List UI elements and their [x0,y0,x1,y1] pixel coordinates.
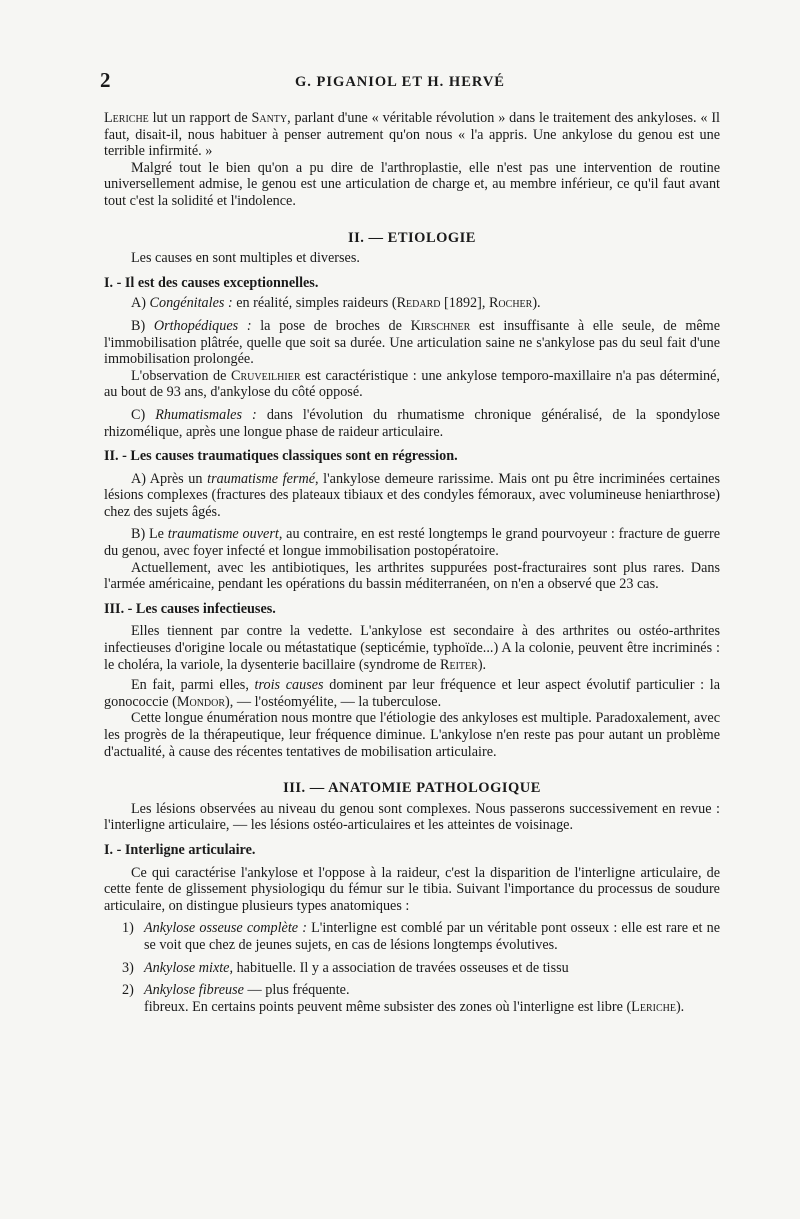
page-number: 2 [100,68,111,92]
author-name: Leriche [104,110,149,126]
anatomie-lead: Les lésions observées au niveau du genou sont complexes. Nous passerons successivement en revue : l'interligne articulaire, — les lésions ostéo-articulaires et les atteintes de voisinage. [104,800,720,834]
italic-term: Orthopédiques : [153,317,252,334]
author-name: Reiter [440,656,478,673]
text-run: L'observation de [131,367,232,384]
list-number: 2) [122,982,134,999]
text-run: fibreux. En certains points peuvent même subsister des zones où l'interligne est libre ( [144,998,632,1015]
list-number: 1) [122,920,134,937]
page-header [0,68,800,98]
etiologie-lead: Les causes en sont multiples et diverses. [131,250,360,267]
author-name: Rocher [488,295,533,312]
author-name: Kirschner [410,317,471,334]
italic-term: Ankylose osseuse complète : [144,920,307,937]
running-title: G. PIGANIOL ET H. HERVÉ [295,74,505,90]
paragraph-fibreux [104,999,720,1016]
text-run: A) Après un [131,470,208,487]
italic-term: traumatisme fermé [207,470,315,487]
subsection-title-exceptionnelles: I. - Il est des causes exceptionnelles. [104,274,319,291]
paragraph-trois-causes [104,677,720,710]
author-name: Leriche [631,998,676,1015]
text-run: ). [532,295,541,312]
text-run: B) Le [131,526,168,543]
list-item [122,982,720,999]
list-label: A) [131,295,150,312]
italic-term: Rhumatismales : [155,406,257,423]
list-item-text [144,982,720,999]
paragraph-orthopediques [104,318,720,368]
text-run: habituelle. Il y a association de travées osseuses et de tissu [233,959,569,976]
list-label: C) [131,406,156,423]
text-run: la pose de broches de [251,317,411,334]
text-run: en réalité, simples raideurs ( [232,295,397,312]
subsection-title-traumatiques: II. - Les causes traumatiques classiques sont en régression. [104,448,458,465]
section-title-etiologie: II. — ETIOLOGIE [348,229,476,246]
italic-term: Ankylose mixte, [144,959,234,976]
paragraph-observation [104,368,720,401]
text-run: ), — l'ostéomyélite, — la tuberculose. [225,693,442,710]
author-name: Santy [251,110,288,126]
text-run: est insuffisante à elle seule, de même l'immobilisation plâtrée, quelle que soit sa durée. Une articulation saine ne s'ankylose pas du seul fait d'une immobilisation prolongée. [104,317,720,368]
paragraph-vedette [104,623,720,673]
text-run: , parlant d'une « véritable révolution » dans le traitement des ankyloses. « Il faut, disait-il, nous habituer à penser autrement qu'on nous « l'a appris. Une ankylose du genou est une terrible infirmité. » [104,110,720,160]
text-run: dominent par leur fréquence et leur aspect évolutif particulier : la gonococcie ( [104,677,720,710]
italic-term: Ankylose fibreuse [144,982,244,999]
intro-paragraph-1 [104,110,720,160]
italic-term: Congénitales : [149,295,233,312]
paragraph-traumatisme-ferme [104,471,720,521]
text-run: Elles tiennent par contre la vedette. L'ankylose est secondaire à des arthrites ou ostéo-arthrites infectieuses d'origine locale ou métastatique (septicémie, typhoïde...) A la colonie, peuvent être incriminés : le choléra, la variole, la dysenterie bacillaire (syndrome de [104,623,720,673]
subsection-title-infectieuses: III. - Les causes infectieuses. [104,600,276,617]
subsection-title-interligne: I. - Interligne articulaire. [104,841,256,858]
paragraph-traumatisme-ouvert [104,526,720,559]
text-run: , au contraire, en est resté longtemps le grand pourvoyeur : fracture de guerre du genou, avec foyer infecté et longue immobilisation postopératoire. [104,526,720,560]
text-run: En fait, parmi elles, [131,677,255,694]
text-run: L'interligne est comblé par un véritable pont osseux : elle est rare et ne se voit que chez de jeunes sujets, en cas de lésions longtemps évolutives. [144,920,720,953]
list-item-text [144,920,720,953]
paragraph-interligne: Ce qui caractérise l'ankylose et l'oppose à la raideur, c'est la disparition de l'interligne articulaire, de cette fente de glissement physiologiqu du fémur sur le tibia. Suivant l'importance du processus de soudure articulaire, on distingue plusieurs types anatomiques : [104,864,720,914]
text-run: ). [477,656,487,673]
list-item [122,960,720,977]
text-run: lut un rapport de [148,110,252,126]
author-name: Mondor [176,693,226,710]
paragraph-enumeration: Cette longue énumération nous montre que l'étiologie des ankyloses est multiple. Paradoxalement, avec les progrès de la thérapeutique, leur fréquence diminue. L'ankylose n'en reste pas pour autant un problème d'actualité, à cause des récentes tentatives de mobilisation articulaire. [104,710,720,760]
paragraph-congenitales [104,295,720,312]
author-name: Redard [396,295,441,312]
text-run: est caractéristique : une ankylose temporo-maxillaire n'a pas déterminé, au bout de 93 ans, d'ankylose du côté opposé. [104,367,720,401]
paragraph-antibiotiques: Actuellement, avec les antibiotiques, les arthrites suppurées post-fracturaires sont plus rares. Dans l'armée américaine, pendant les opérations du bassin méditerranéen, on n'en a observé que 23 cas. [104,559,720,593]
page-body [104,110,720,1015]
list-item-text [144,960,720,977]
list-label: B) [131,317,154,334]
text-run: ). [675,998,685,1015]
text-run: [1892], [440,295,489,312]
italic-term: trois causes [254,677,324,694]
ankylose-types-list [104,920,720,998]
list-number: 3) [122,959,134,976]
list-item [122,920,720,953]
paragraph-rhumatismales [104,407,720,440]
italic-term: traumatisme ouvert [167,526,279,543]
intro-paragraph-2: Malgré tout le bien qu'on a pu dire de l'arthroplastie, elle n'est pas une intervention de routine universellement admise, le genou est une articulation de charge et, au membre inférieur, ce qu'il faut avant tout c'est la solidité et l'indolence. [104,159,720,209]
section-title-anatomie: III. — ANATOMIE PATHOLOGIQUE [283,780,541,797]
text-run: — plus fréquente. [243,982,350,999]
author-name: Cruveilhier [231,367,301,384]
text-run: dans l'évolution du rhumatisme chronique généralisé, de la spondylose rhizomélique, après une longue phase de raideur articulaire. [104,406,720,440]
text-run: , l'ankylose demeure rarissime. Mais ont pu être incriminées certaines lésions complexes (fractures des plateaux tibiaux et des condyles fémoraux, avec volumineuse heniarthrose) chez des sujets âgés. [104,470,720,520]
